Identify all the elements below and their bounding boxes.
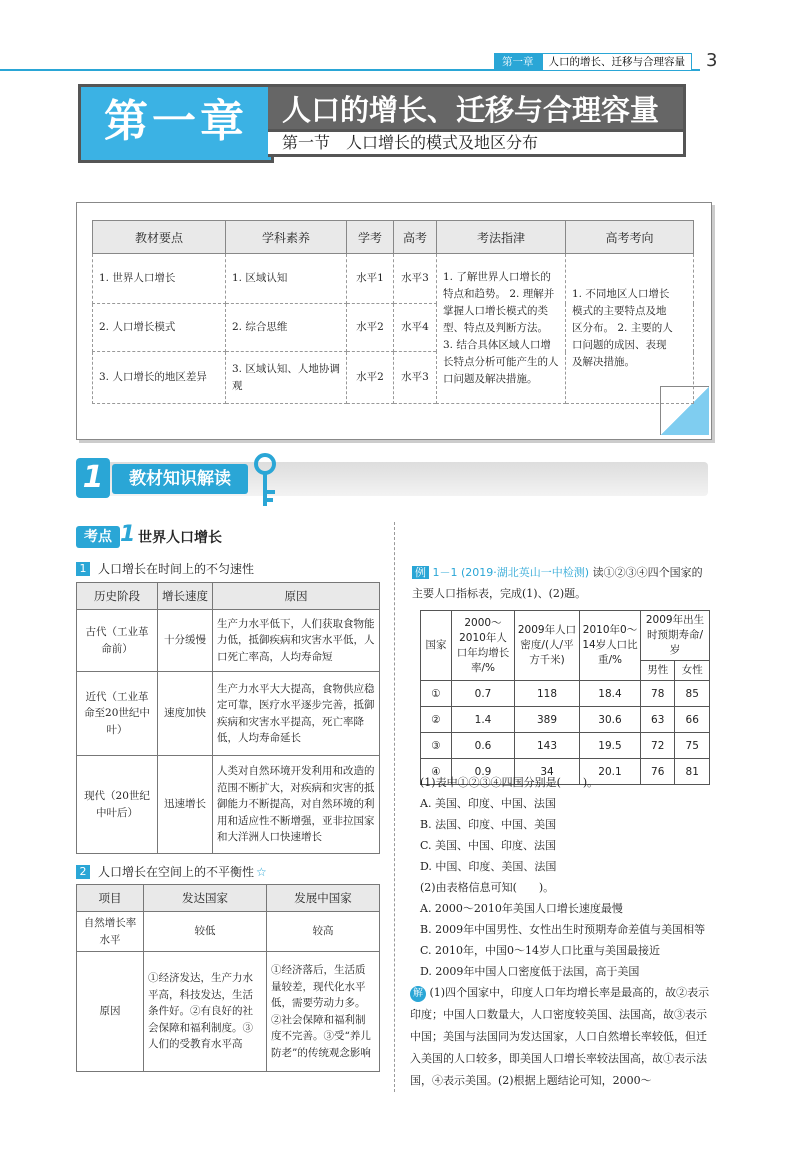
cell: 81	[675, 759, 710, 785]
option: A. 2000～2010年美国人口增长速度最慢	[420, 902, 623, 915]
section-banner-title: 教材知识解读	[112, 464, 248, 494]
subheading-title: 人口增长在时间上的不匀速性	[98, 562, 255, 576]
subheading-number: 1	[76, 562, 90, 576]
cell: 34	[515, 759, 580, 785]
table-row	[421, 707, 710, 733]
solution-text: (1)四个国家中，印度人口年均增长率是最高的，故②表示印度；中国人口数量大，人口密度较美国、法国高，故③表示中国；美国与法国同为发达国家，人口自然增长率较低，但迁入美国的人口较多，即美国人口增长率较法国高，故①表示法国，④表示美国。(2)根据上题结论可知，2000～	[410, 986, 710, 1087]
overview-table	[92, 220, 694, 404]
table-row	[93, 254, 694, 304]
solution-tag: 解	[410, 986, 426, 1002]
cell: 118	[515, 681, 580, 707]
chapter-title: 人口的增长、迁移与合理容量	[268, 84, 686, 132]
question-2-stem: (2)由表格信息可知( )。	[420, 881, 555, 894]
section-title: 第一节 人口增长的模式及地区分布	[268, 132, 686, 157]
cell: ①经济落后，生活质量较差，现代化水平低，需要劳动力多。②社会保障和福利制度不完善。③受“养儿防老”的传统观念影响	[267, 952, 380, 1072]
kaodian-label: 考点	[76, 526, 120, 548]
cell: 78	[641, 681, 675, 707]
option: B. 2009年中国男性、女性出生时预期寿命差值与美国相等	[420, 923, 706, 936]
cell: 原因	[77, 952, 144, 1072]
example-source: (2019·湖北英山一中检测)	[461, 566, 590, 579]
question-1-stem: (1)表中①②③④四国分别是( )。	[420, 776, 599, 789]
cell: 0.7	[452, 681, 515, 707]
cell: 3. 区域认知、人地协调观	[226, 352, 347, 404]
page-number: 3	[706, 50, 718, 71]
option: B. 法国、印度、中国、美国	[420, 818, 557, 831]
time-table	[76, 582, 380, 854]
table-row	[77, 672, 380, 756]
cell: 18.4	[580, 681, 641, 707]
example-id: 1－1	[432, 566, 458, 579]
col-header: 项目	[77, 885, 144, 912]
running-header	[494, 53, 692, 71]
col-header: 男性	[641, 661, 675, 681]
space-table	[76, 884, 380, 1072]
cell: 速度加快	[158, 672, 213, 756]
kaodian-title: 世界人口增长	[138, 530, 222, 546]
col-header: 2009年人口密度/(人/平方千米)	[515, 611, 580, 681]
cell: 1. 区域认知	[226, 254, 347, 304]
col-header: 高考考向	[566, 221, 694, 254]
subheading-1	[76, 560, 254, 577]
population-table	[420, 610, 710, 785]
cell: 389	[515, 707, 580, 733]
chapter-label: 第一章	[78, 84, 274, 163]
cell: 2. 人口增长模式	[93, 304, 226, 352]
cell: 3. 人口增长的地区差异	[93, 352, 226, 404]
cell: 19.5	[580, 733, 641, 759]
subheading-2	[76, 863, 267, 880]
guide-cell: 1. 了解世界人口增长的特点和趋势。 2. 理解并掌握人口增长模式的类型、特点及判断方法。 3. 结合具体区域人口增长特点分析可能产生的人口问题及解决措施。	[437, 254, 566, 404]
col-header: 发达国家	[144, 885, 267, 912]
cell: 自然增长率水平	[77, 912, 144, 952]
cell: 143	[515, 733, 580, 759]
cell: 0.9	[452, 759, 515, 785]
example-stem	[412, 562, 712, 604]
cell: ①经济发达，生产力水平高，科技发达，生活条件好。②有良好的社会保障和福利制度。③人们的受教育水平高	[144, 952, 267, 1072]
cell: 水平3	[394, 352, 437, 404]
cell: 2. 综合思维	[226, 304, 347, 352]
cell: 古代（工业革命前）	[77, 610, 158, 672]
star-icon: ☆	[256, 864, 267, 879]
table-row	[77, 952, 380, 1072]
cell: 近代（工业革命至20世纪中叶）	[77, 672, 158, 756]
col-header: 2010年0～14岁人口比重/%	[580, 611, 641, 681]
cell: 水平2	[347, 304, 394, 352]
example-tag: 例	[412, 566, 429, 579]
solution	[410, 982, 712, 1092]
table-row	[421, 733, 710, 759]
cell: 76	[641, 759, 675, 785]
cell: 1. 世界人口增长	[93, 254, 226, 304]
col-header: 发展中国家	[267, 885, 380, 912]
cell: 生产力水平大大提高，食物供应稳定可靠，医疗水平逐步完善，抵御疾病和灾害水平提高，死亡率降低，人均寿命延长	[213, 672, 380, 756]
cell: ④	[421, 759, 452, 785]
col-header: 女性	[675, 661, 710, 681]
col-header: 教材要点	[93, 221, 226, 254]
option: D. 2009年中国人口密度低于法国，高于美国	[420, 965, 640, 978]
cell: 较低	[144, 912, 267, 952]
section-number: 1	[76, 458, 110, 498]
cell: 72	[641, 733, 675, 759]
col-header: 2009年出生时预期寿命/岁	[641, 611, 710, 661]
cell: ③	[421, 733, 452, 759]
column-divider	[394, 522, 395, 1092]
cell: 水平4	[394, 304, 437, 352]
table-row	[77, 756, 380, 854]
col-header: 高考	[394, 221, 437, 254]
col-header: 原因	[213, 583, 380, 610]
cell: 85	[675, 681, 710, 707]
cell: 1.4	[452, 707, 515, 733]
cell: 75	[675, 733, 710, 759]
header-chapter-name: 人口的增长、迁移与合理容量	[542, 53, 693, 71]
col-header: 学科素养	[226, 221, 347, 254]
cell: 现代（20世纪中叶后）	[77, 756, 158, 854]
cell: 20.1	[580, 759, 641, 785]
col-header: 国家	[421, 611, 452, 681]
subheading-number: 2	[76, 865, 90, 879]
cell: 66	[675, 707, 710, 733]
cell: 较高	[267, 912, 380, 952]
cell: 63	[641, 707, 675, 733]
cell: 水平2	[347, 352, 394, 404]
col-header: 学考	[347, 221, 394, 254]
option: C. 美国、中国、印度、法国	[420, 839, 557, 852]
option: C. 2010年，中国0～14岁人口比重与美国最接近	[420, 944, 661, 957]
table-row	[77, 912, 380, 952]
cell: 人类对自然环境开发利用和改造的范围不断扩大，对疾病和灾害的抵御能力不断提高，对自然环境的利用和适应性不断增强，亚非拉国家和大洋洲人口快速增长	[213, 756, 380, 854]
direction-cell: 1. 不同地区人口增长模式的主要特点及地区分布。 2. 主要的人口问题的成因、表现及解决措施。	[566, 254, 694, 404]
cell: 水平3	[394, 254, 437, 304]
key-icon	[248, 452, 282, 512]
col-header: 历史阶段	[77, 583, 158, 610]
cell: 水平1	[347, 254, 394, 304]
kaodian-number: 1	[120, 522, 136, 547]
option: D. 中国、印度、美国、法国	[420, 860, 557, 873]
example-text: 读①②③④四个国家的主要人口指标表，完成(1)、(2)题。	[412, 566, 703, 600]
col-header: 2000～2010年人口年均增长率/%	[452, 611, 515, 681]
cell: 30.6	[580, 707, 641, 733]
cell: ①	[421, 681, 452, 707]
col-header: 考法指津	[437, 221, 566, 254]
option: A. 美国、印度、中国、法国	[420, 797, 556, 810]
cell: ②	[421, 707, 452, 733]
cell: 十分缓慢	[158, 610, 213, 672]
cell: 生产力水平低下，人们获取食物能力低，抵御疾病和灾害水平低，人口死亡率高，人均寿命短	[213, 610, 380, 672]
questions	[420, 772, 712, 982]
cell: 迅速增长	[158, 756, 213, 854]
header-chapter-tag: 第一章	[494, 53, 542, 71]
table-row	[421, 681, 710, 707]
cell: 0.6	[452, 733, 515, 759]
table-row	[77, 610, 380, 672]
col-header: 增长速度	[158, 583, 213, 610]
subheading-title: 人口增长在空间上的不平衡性	[98, 865, 255, 879]
